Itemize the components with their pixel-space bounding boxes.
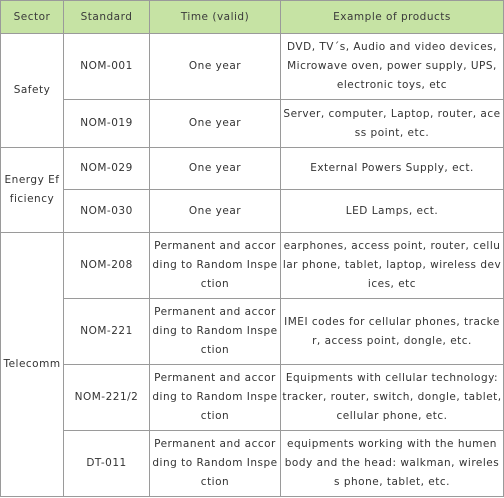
products-cell: Server, computer, Laptop, router, acess point, etc. xyxy=(281,100,504,148)
table-row xyxy=(1,233,504,299)
sector-cell: Telecomm xyxy=(1,233,64,497)
standard-cell: DT-011 xyxy=(64,431,150,497)
standard-cell: NOM-019 xyxy=(64,100,150,148)
header-time: Time (valid) xyxy=(150,1,281,34)
time-cell: One year xyxy=(150,148,281,190)
time-cell: Permanent and according to Random Inspection xyxy=(150,431,281,497)
sector-cell: Energy Efficiency xyxy=(1,148,64,233)
header-row xyxy=(1,1,504,34)
products-cell: earphones, access point, router, cellular phone, tablet, laptop, wireless devices, etc xyxy=(281,233,504,299)
standard-cell: NOM-208 xyxy=(64,233,150,299)
products-cell: equipments working with the humen body and the head: walkman, wireless phone, tablet, etc. xyxy=(281,431,504,497)
products-cell: IMEI codes for cellular phones, tracker, access point, dongle, etc. xyxy=(281,299,504,365)
products-cell: DVD, TV´s, Audio and video devices, Microwave oven, power supply, UPS, electronic toys, etc xyxy=(281,34,504,100)
table-row xyxy=(1,100,504,148)
standard-cell: NOM-221 xyxy=(64,299,150,365)
table-row xyxy=(1,190,504,233)
time-cell: Permanent and according to Random Inspection xyxy=(150,233,281,299)
time-cell: Permanent and according to Random Inspection xyxy=(150,299,281,365)
time-cell: One year xyxy=(150,190,281,233)
products-cell: Equipments with cellular technology: tracker, router, switch, dongle, tablet, cellular phone, etc. xyxy=(281,365,504,431)
standard-cell: NOM-029 xyxy=(64,148,150,190)
time-cell: One year xyxy=(150,34,281,100)
table-row xyxy=(1,34,504,100)
table-row xyxy=(1,148,504,190)
header-products: Example of products xyxy=(281,1,504,34)
header-sector: Sector xyxy=(1,1,64,34)
standard-cell: NOM-221/2 xyxy=(64,365,150,431)
table-row xyxy=(1,431,504,497)
table-row xyxy=(1,365,504,431)
time-cell: Permanent and according to Random Inspection xyxy=(150,365,281,431)
table-row xyxy=(1,299,504,365)
standard-cell: NOM-030 xyxy=(64,190,150,233)
products-cell: External Powers Supply, ect. xyxy=(281,148,504,190)
sector-cell: Safety xyxy=(1,34,64,148)
time-cell: One year xyxy=(150,100,281,148)
header-standard: Standard xyxy=(64,1,150,34)
products-cell: LED Lamps, ect. xyxy=(281,190,504,233)
standard-cell: NOM-001 xyxy=(64,34,150,100)
